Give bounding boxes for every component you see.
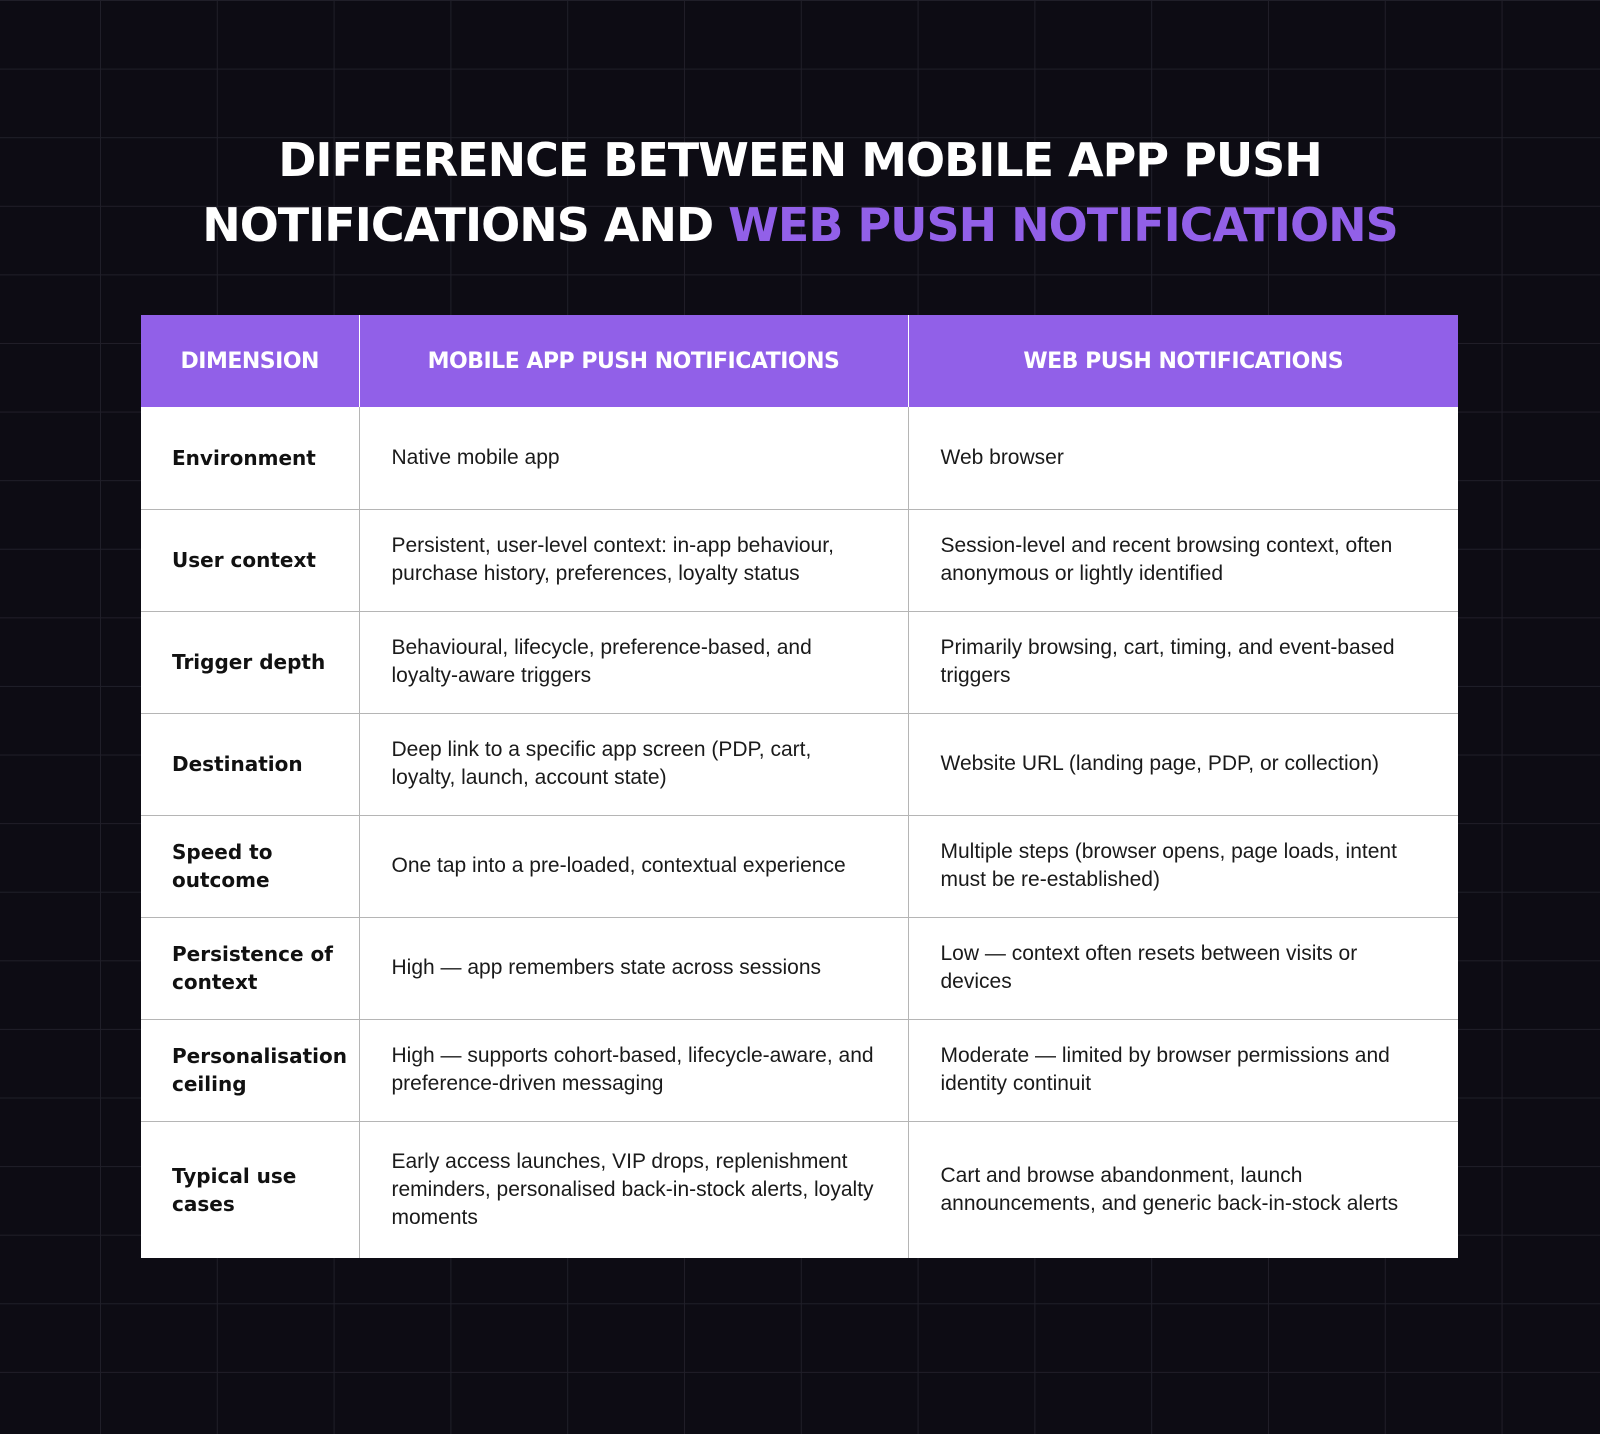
web-push-cell: Session-level and recent browsing context, often anonymous or lightly identified bbox=[908, 509, 1458, 611]
mobile-app-cell: Early access launches, VIP drops, replenishment reminders, personalised back-in-stock alerts, loyalty moments bbox=[359, 1121, 908, 1258]
header-mobile-app-push: MOBILE APP PUSH NOTIFICATIONS bbox=[359, 315, 908, 407]
mobile-app-cell: Behavioural, lifecycle, preference-based, and loyalty-aware triggers bbox=[359, 611, 908, 713]
table-row bbox=[141, 509, 1458, 611]
dimension-cell: Typical use cases bbox=[141, 1121, 359, 1258]
title-line-2 bbox=[0, 193, 1600, 258]
web-push-cell: Moderate — limited by browser permissions and identity continuit bbox=[908, 1019, 1458, 1121]
mobile-app-cell: Native mobile app bbox=[359, 407, 908, 509]
dimension-cell: Destination bbox=[141, 713, 359, 815]
header-dimension: DIMENSION bbox=[141, 315, 359, 407]
web-push-cell: Website URL (landing page, PDP, or collection) bbox=[908, 713, 1458, 815]
dimension-cell: Environment bbox=[141, 407, 359, 509]
comparison-table bbox=[141, 315, 1458, 1258]
dimension-cell: Persistence of context bbox=[141, 917, 359, 1019]
web-push-cell: Web browser bbox=[908, 407, 1458, 509]
table-row bbox=[141, 1121, 1458, 1258]
mobile-app-cell: High — app remembers state across sessions bbox=[359, 917, 908, 1019]
table-row bbox=[141, 407, 1458, 509]
table-row bbox=[141, 917, 1458, 1019]
table-row bbox=[141, 815, 1458, 917]
page-title bbox=[0, 128, 1600, 258]
dimension-cell: User context bbox=[141, 509, 359, 611]
dimension-cell: Personalisation ceiling bbox=[141, 1019, 359, 1121]
mobile-app-cell: Persistent, user-level context: in-app behaviour, purchase history, preferences, loyalty status bbox=[359, 509, 908, 611]
mobile-app-cell: One tap into a pre-loaded, contextual experience bbox=[359, 815, 908, 917]
web-push-cell: Multiple steps (browser opens, page loads, intent must be re-established) bbox=[908, 815, 1458, 917]
table-row bbox=[141, 713, 1458, 815]
dimension-cell: Speed to outcome bbox=[141, 815, 359, 917]
mobile-app-cell: Deep link to a specific app screen (PDP, cart, loyalty, launch, account state) bbox=[359, 713, 908, 815]
title-line-1: DIFFERENCE BETWEEN MOBILE APP PUSH bbox=[278, 133, 1322, 187]
title-accent-text: WEB PUSH NOTIFICATIONS bbox=[728, 198, 1398, 252]
table-row bbox=[141, 1019, 1458, 1121]
table-header-row bbox=[141, 315, 1458, 407]
table-row bbox=[141, 611, 1458, 713]
mobile-app-cell: High — supports cohort-based, lifecycle-aware, and preference-driven messaging bbox=[359, 1019, 908, 1121]
web-push-cell: Low — context often resets between visits or devices bbox=[908, 917, 1458, 1019]
web-push-cell: Primarily browsing, cart, timing, and event-based triggers bbox=[908, 611, 1458, 713]
title-line-2-text: NOTIFICATIONS AND bbox=[202, 198, 729, 252]
dimension-cell: Trigger depth bbox=[141, 611, 359, 713]
web-push-cell: Cart and browse abandonment, launch announcements, and generic back-in-stock alerts bbox=[940, 1163, 1399, 1215]
header-web-push: WEB PUSH NOTIFICATIONS bbox=[908, 315, 1458, 407]
